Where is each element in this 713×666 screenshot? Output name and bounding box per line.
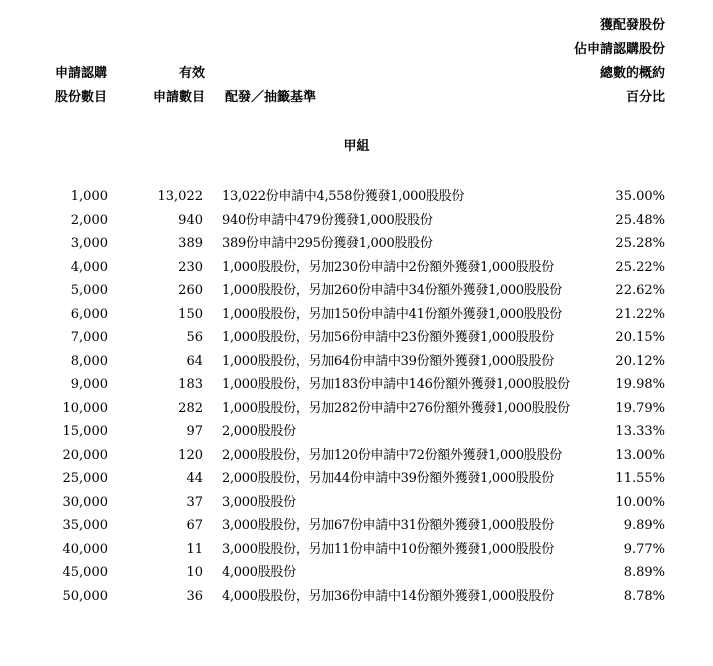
applications-cell: 44: [186, 471, 203, 486]
shares-cell: 50,000: [62, 588, 108, 604]
shares-cell: 3,000: [70, 236, 108, 251]
shares-cell: 25,000: [62, 471, 108, 486]
applications-cell: 120: [178, 447, 203, 463]
table-row: [0, 467, 713, 491]
header-valid-applications-line: 有效: [178, 66, 205, 81]
basis-cell: 1,000股股份，另加282份申請中276份額外獲發1,000股股份: [222, 400, 570, 416]
percentage-cell: 8.78%: [623, 588, 665, 604]
shares-cell: 9,000: [70, 377, 108, 392]
shares-cell: 45,000: [62, 565, 108, 580]
basis-cell: 3,000股股份: [222, 494, 296, 510]
shares-cell: 5,000: [70, 283, 108, 298]
shares-cell: 7,000: [70, 330, 108, 345]
percentage-cell: 9.89%: [623, 518, 665, 533]
table-row: [0, 185, 713, 209]
applications-cell: 260: [178, 283, 203, 298]
basis-cell: 940份申請中479份獲發1,000股股份: [222, 212, 433, 228]
header-percentage-line: 佔申請認購股份: [573, 42, 665, 57]
header-shares-applied: [55, 62, 107, 110]
header-percentage-line: 獲配發股份: [599, 18, 665, 33]
shares-cell: 1,000: [70, 189, 108, 204]
table-row: [0, 538, 713, 562]
shares-cell: 20,000: [62, 447, 108, 463]
basis-cell: 2,000股股份，另加120份申請中72份額外獲發1,000股股份: [222, 447, 562, 463]
basis-cell: 2,000股股份，另加44份申請中39份額外獲發1,000股股份: [222, 471, 554, 486]
shares-cell: 30,000: [62, 494, 108, 510]
shares-cell: 4,000: [70, 259, 108, 275]
table-row: [0, 209, 713, 233]
shares-cell: 15,000: [62, 424, 108, 439]
percentage-cell: 13.33%: [615, 424, 665, 439]
basis-cell: 3,000股股份，另加11份申請中10份額外獲發1,000股股份: [222, 541, 554, 557]
applications-cell: 67: [186, 518, 203, 533]
shares-cell: 2,000: [70, 212, 108, 228]
shares-cell: 10,000: [62, 400, 108, 416]
shares-cell: 35,000: [62, 518, 108, 533]
basis-cell: 2,000股股份: [222, 424, 296, 439]
percentage-cell: 10.00%: [615, 494, 665, 510]
header-percentage: [560, 14, 665, 110]
applications-cell: 183: [178, 377, 203, 392]
table-row: [0, 350, 713, 374]
percentage-cell: 21.22%: [615, 306, 665, 322]
shares-cell: 6,000: [70, 306, 108, 322]
allocation-table: [0, 185, 713, 608]
percentage-cell: 13.00%: [615, 447, 665, 463]
basis-cell: 1,000股股份，另加64份申請中39份額外獲發1,000股股份: [222, 353, 554, 369]
percentage-cell: 20.15%: [615, 330, 665, 345]
percentage-cell: 25.22%: [615, 259, 665, 275]
table-row: [0, 444, 713, 468]
percentage-cell: 9.77%: [623, 541, 665, 557]
applications-cell: 13,022: [157, 189, 203, 204]
header-basis: [225, 86, 316, 110]
group-title: 甲組: [343, 139, 370, 154]
header-valid-applications: [130, 62, 205, 110]
shares-cell: 40,000: [62, 541, 108, 557]
applications-cell: 282: [178, 400, 203, 416]
table-row: [0, 561, 713, 585]
applications-cell: 230: [178, 259, 203, 275]
percentage-cell: 35.00%: [615, 189, 665, 204]
basis-cell: 4,000股股份，另加36份申請中14份額外獲發1,000股股份: [222, 588, 554, 604]
applications-cell: 97: [186, 424, 203, 439]
table-row: [0, 303, 713, 327]
basis-cell: 4,000股股份: [222, 565, 296, 580]
percentage-cell: 25.28%: [615, 236, 665, 251]
table-row: [0, 326, 713, 350]
applications-cell: 389: [178, 236, 203, 251]
percentage-cell: 22.62%: [615, 283, 665, 298]
basis-cell: 1,000股股份，另加183份申請中146份額外獲發1,000股股份: [222, 377, 570, 392]
basis-cell: 3,000股股份，另加67份申請中31份額外獲發1,000股股份: [222, 518, 554, 533]
applications-cell: 11: [186, 541, 203, 557]
applications-cell: 150: [178, 306, 203, 322]
header-percentage-line: 總數的概約: [599, 66, 665, 81]
applications-cell: 56: [186, 330, 203, 345]
basis-cell: 389份申請中295份獲發1,000股股份: [222, 236, 433, 251]
table-row: [0, 279, 713, 303]
header-shares-applied-line: 申請認購: [55, 66, 108, 81]
basis-cell: 1,000股股份，另加230份申請中2份額外獲發1,000股股份: [222, 259, 554, 275]
table-row: [0, 256, 713, 280]
percentage-cell: 20.12%: [615, 353, 665, 369]
applications-cell: 10: [186, 565, 203, 580]
basis-cell: 1,000股股份，另加56份申請中23份額外獲發1,000股股份: [222, 330, 554, 345]
shares-cell: 8,000: [70, 353, 108, 369]
table-row: [0, 491, 713, 515]
header-basis-line: 配發／抽籤基準: [225, 90, 317, 105]
applications-cell: 36: [186, 588, 203, 604]
table-row: [0, 514, 713, 538]
applications-cell: 940: [178, 212, 203, 228]
basis-cell: 1,000股股份，另加150份申請中41份額外獲發1,000股股份: [222, 306, 562, 322]
table-row: [0, 420, 713, 444]
table-row: [0, 373, 713, 397]
percentage-cell: 25.48%: [615, 212, 665, 228]
table-row: [0, 585, 713, 609]
basis-cell: 1,000股股份，另加260份申請中34份額外獲發1,000股股份: [222, 283, 562, 298]
applications-cell: 37: [186, 494, 203, 510]
header-valid-applications-line: 申請數目: [152, 90, 205, 105]
header-percentage-line: 百分比: [625, 90, 665, 105]
basis-cell: 13,022份申請中4,558份獲發1,000股股份: [222, 189, 465, 204]
percentage-cell: 19.79%: [615, 400, 665, 416]
percentage-cell: 11.55%: [615, 471, 665, 486]
percentage-cell: 19.98%: [615, 377, 665, 392]
header-shares-applied-line: 股份數目: [55, 90, 108, 105]
table-row: [0, 232, 713, 256]
applications-cell: 64: [186, 353, 203, 369]
percentage-cell: 8.89%: [623, 565, 665, 580]
table-row: [0, 397, 713, 421]
